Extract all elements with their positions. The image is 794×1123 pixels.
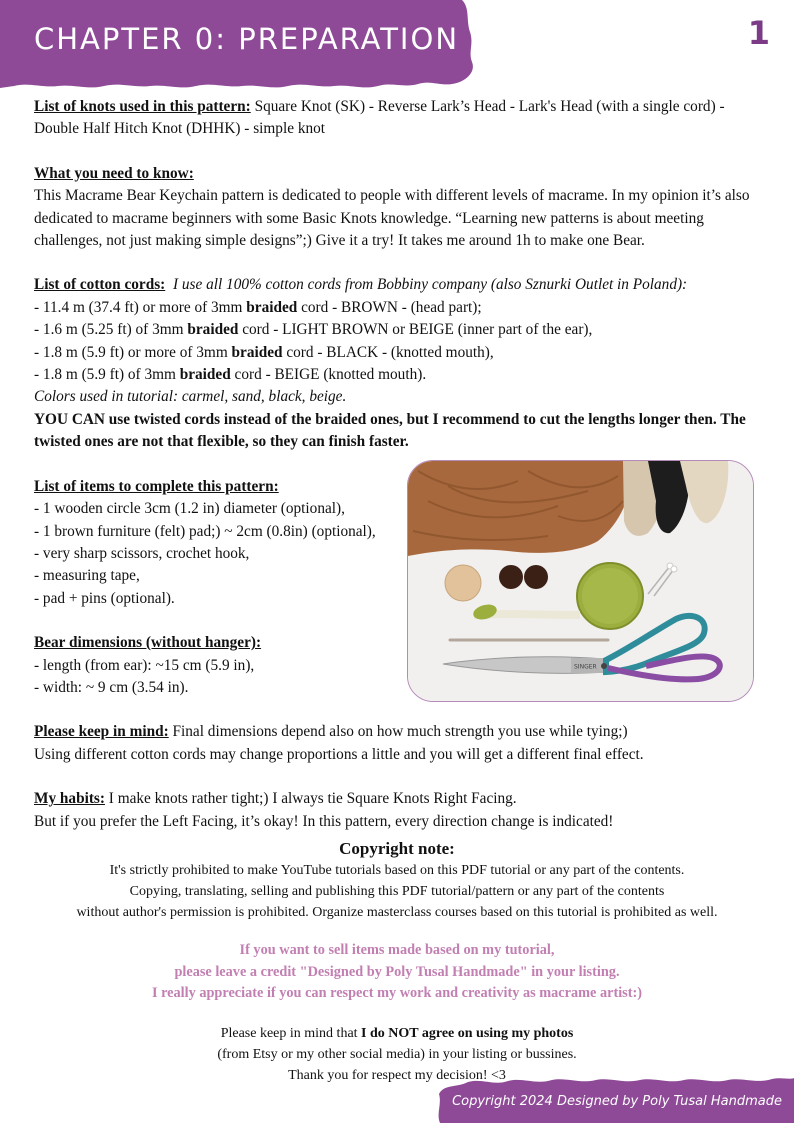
copyright-title: Copyright note: [339, 839, 455, 858]
knots-heading: List of knots used in this pattern: [34, 98, 251, 115]
item-line: - measuring tape, [34, 567, 140, 585]
cord-item [34, 319, 762, 341]
cords-heading: List of cotton cords: [34, 276, 166, 294]
cord-item-text: - 1.6 m (5.25 ft) of 3mm [34, 321, 188, 339]
cord-item-bold: braided [231, 343, 283, 361]
habits-line [34, 788, 762, 810]
cord-item [34, 297, 762, 319]
supplies-illustration [408, 461, 754, 702]
habits-text-2: But if you prefer the Left Facing, it’s okay! In this pattern, every direction change is indicated! [34, 812, 614, 830]
cord-item-text: - 11.4 m (37.4 ft) or more of 3mm [34, 298, 247, 316]
cord-item [34, 364, 762, 386]
cord-item-bold: braided [187, 321, 239, 339]
twisted-cords-note: YOU CAN use twisted cords instead of the braided ones, but I recommend to cut the lengths longer then. The twisted ones are not that flexible, so they can finish faster. [34, 410, 746, 451]
cord-item-text: cord - LIGHT BROWN or BEIGE (inner part of the ear), [238, 321, 593, 339]
photos-note-text: Please keep in mind that [220, 1026, 362, 1041]
habits-heading: My habits: [34, 790, 105, 808]
cord-item-text: cord - BROWN - (head part); [297, 298, 482, 316]
photos-note-line: (from Etsy or my other social media) in your listing or bussines. [217, 1047, 577, 1062]
dimension-line: - length (from ear): ~15 cm (5.9 in), [34, 656, 255, 674]
need-to-know-text: This Macrame Bear Keychain pattern is dedicated to people with different levels of macrame. In my opinion it’s also dedicated to macrame beginners with some Basic Knots knowledge. “Learning new patterns is about meeting challenges, not just making simple designs”;) Give it a try! It takes me around 1h to make one Bear. [34, 187, 750, 250]
copyright-line: It's strictly prohibited to make YouTube tutorials based on this PDF tutorial or any part of the contents. [109, 863, 685, 878]
colors-note: Colors used in tutorial: carmel, sand, black, beige. [34, 388, 347, 406]
photos-note-line: Thank you for respect my decision! <3 [288, 1068, 506, 1083]
keep-in-mind-line [34, 721, 762, 743]
cord-item-text: cord - BEIGE (knotted mouth). [230, 366, 427, 384]
felt-pad [524, 565, 548, 589]
cord-item-text: - 1.8 m (5.9 ft) of 3mm [34, 366, 180, 384]
knots-paragraph [34, 96, 762, 141]
item-line: - pad + pins (optional). [34, 589, 175, 607]
wooden-circle [445, 565, 481, 601]
cord-item-text: cord - BLACK - (knotted mouth), [282, 343, 494, 361]
keep-in-mind-text: Final dimensions depend also on how much strength you use while tying;) [168, 723, 628, 741]
photos-note-bold: I do NOT agree on using my photos [361, 1026, 574, 1041]
dimension-line: - width: ~ 9 cm (3.54 in). [34, 678, 189, 696]
photos-note-line [0, 1023, 794, 1044]
copyright-line: Copying, translating, selling and publishing this PDF tutorial/pattern or any part of the contents [129, 884, 665, 899]
cord-item [34, 342, 762, 364]
felt-pad [499, 565, 523, 589]
page-number: 1 [747, 14, 770, 52]
need-to-know-paragraph [34, 163, 762, 185]
item-line: - 1 wooden circle 3cm (1.2 in) diameter (optional), [34, 500, 345, 518]
copyright-note [0, 838, 794, 923]
copyright-line: without author's permission is prohibited. Organize masterclass courses based on this tutorial is prohibited as well. [76, 905, 718, 920]
items-heading: List of items to complete this pattern: [34, 477, 279, 495]
credit-request [0, 940, 794, 1005]
item-line: - very sharp scissors, crochet hook, [34, 544, 250, 562]
knots-text: Square Knot (SK) - Reverse Lark’s Head - Lark's Head (with a single cord) - Double Half Hitch Knot (DHHK) - simple knot [34, 98, 725, 138]
supplies-photo [407, 460, 754, 702]
keep-in-mind-heading: Please keep in mind: [34, 723, 169, 741]
credit-line: please leave a credit "Designed by Poly Tusal Handmade" in your listing. [174, 963, 620, 980]
cord-item-bold: braided [179, 366, 231, 384]
cord-item-text: - 1.8 m (5.9 ft) or more of 3mm [34, 343, 232, 361]
need-to-know-heading: What you need to know: [34, 164, 194, 182]
cords-heading-line [34, 274, 762, 296]
footer-copyright: Copyright 2024 Designed by Poly Tusal Handmade [452, 1094, 782, 1109]
item-line: - 1 brown furniture (felt) pad;) ~ 2cm (0.8in) (optional), [34, 522, 376, 540]
scissors-brand: SINGER [574, 663, 597, 671]
chapter-title: CHAPTER 0: PREPARATION [34, 22, 460, 56]
dimensions-heading: Bear dimensions (without hanger): [34, 634, 262, 652]
credit-line: If you want to sell items made based on my tutorial, [239, 942, 555, 958]
habits-text: I make knots rather tight;) I always tie Square Knots Right Facing. [104, 790, 517, 808]
cords-intro: I use all 100% cotton cords from Bobbiny company (also Sznurki Outlet in Poland): [172, 276, 688, 294]
credit-line: I really appreciate if you can respect my work and creativity as macrame artist:) [151, 985, 643, 1001]
keep-in-mind-text-2: Using different cotton cords may change proportions a little and you will get a different final effect. [34, 745, 644, 763]
cord-item-bold: braided [246, 298, 298, 316]
